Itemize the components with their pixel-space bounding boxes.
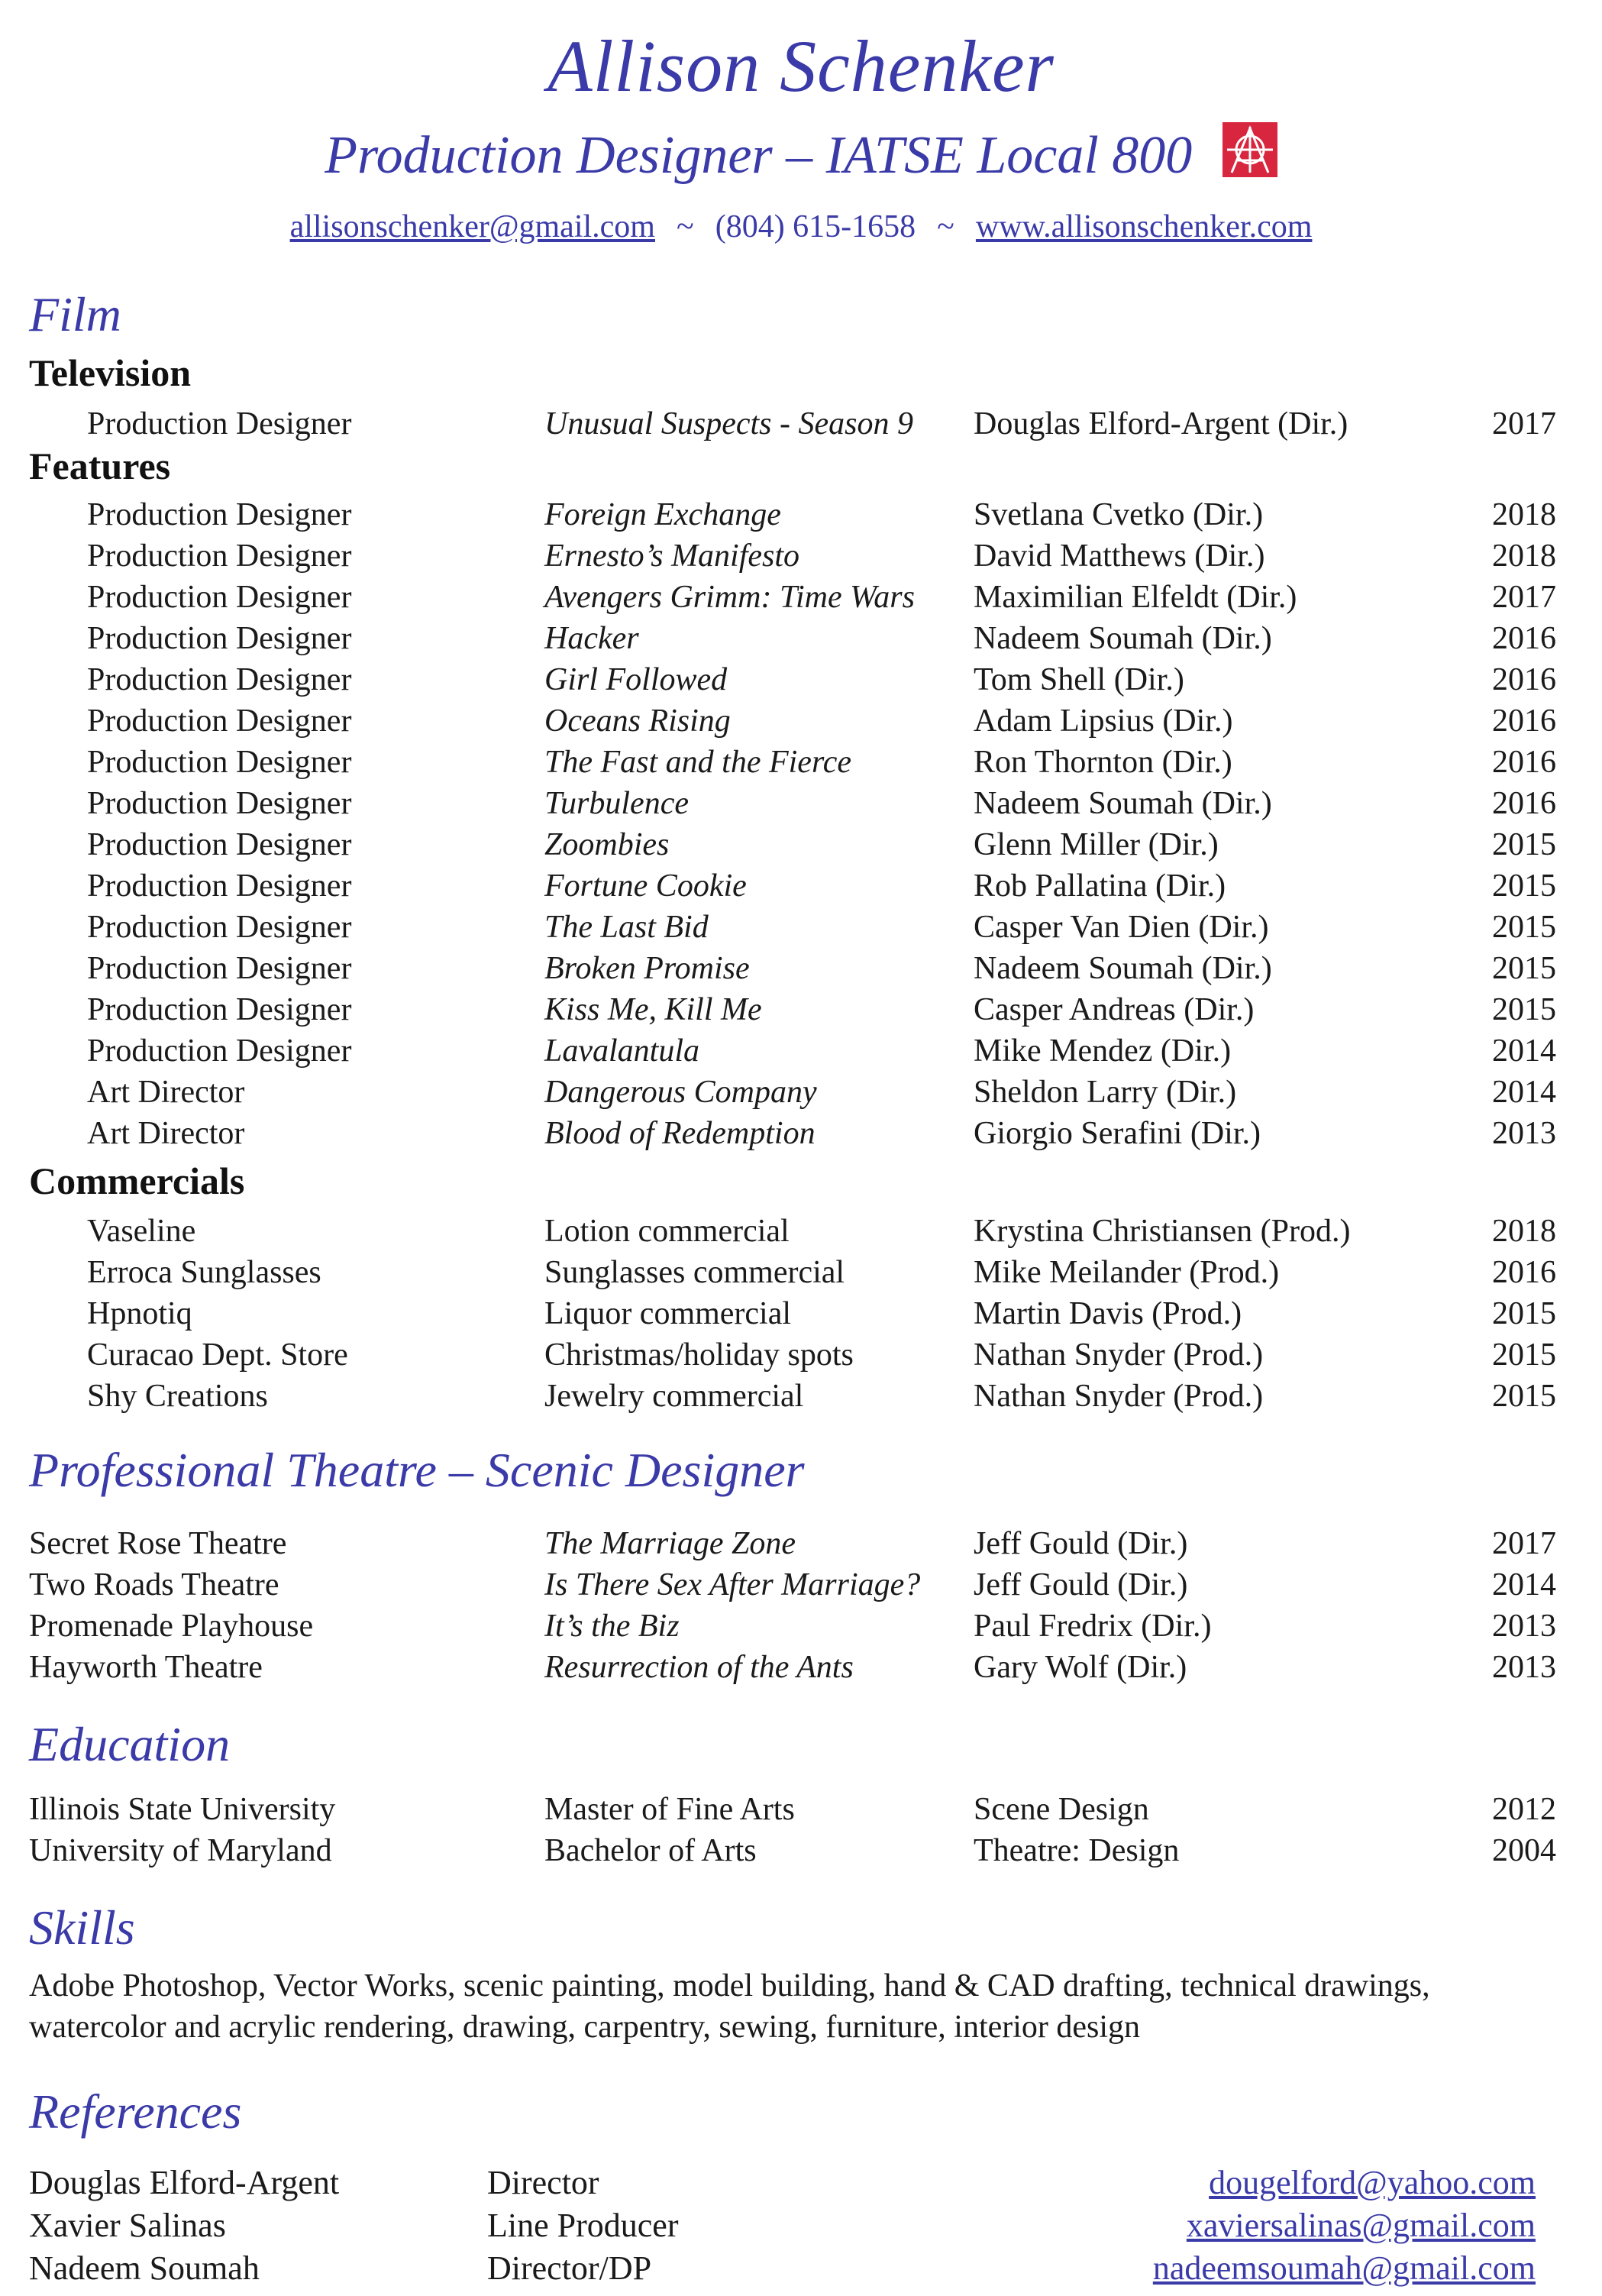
reference-role: Line Producer xyxy=(487,2207,679,2244)
credit-role: Production Designer xyxy=(87,538,352,574)
logo-icon xyxy=(1222,122,1277,177)
table-row xyxy=(0,907,1602,948)
table-row xyxy=(0,865,1602,907)
credit-role: Production Designer xyxy=(87,868,352,904)
table-row xyxy=(0,1113,1602,1154)
credit-role: Production Designer xyxy=(87,745,352,780)
credit-title: Zoombies xyxy=(544,827,670,862)
credit-person: Svetlana Cvetko (Dir.) xyxy=(974,497,1264,532)
separator: ~ xyxy=(676,209,694,244)
credit-person: Nathan Snyder (Prod.) xyxy=(974,1337,1264,1373)
contact-line xyxy=(0,208,1602,246)
section-heading-theatre: Professional Theatre – Scenic Designer xyxy=(29,1443,805,1497)
credit-year: 2016 xyxy=(1492,786,1556,821)
reference-row xyxy=(0,2204,1602,2247)
credit-title: Fortune Cookie xyxy=(544,868,747,904)
credit-year: 2015 xyxy=(1492,951,1556,986)
credit-client: Hpnotiq xyxy=(87,1296,192,1331)
credit-title: The Fast and the Fierce xyxy=(544,745,852,780)
phone-number: (804) 615-1658 xyxy=(715,209,916,244)
credit-client: Vaseline xyxy=(87,1214,196,1249)
table-row xyxy=(0,948,1602,989)
credit-title: Foreign Exchange xyxy=(544,497,781,532)
credit-role: Production Designer xyxy=(87,497,352,532)
credit-person: Nadeem Soumah (Dir.) xyxy=(974,951,1272,986)
credit-role: Production Designer xyxy=(87,1033,352,1069)
credit-person: David Matthews (Dir.) xyxy=(974,538,1265,574)
reference-name: Nadeem Soumah xyxy=(29,2249,260,2287)
credit-year: 2013 xyxy=(1492,1116,1556,1151)
credit-title: Unusual Suspects - Season 9 xyxy=(544,406,913,441)
credit-title: Girl Followed xyxy=(544,662,728,697)
education-degree: Bachelor of Arts xyxy=(544,1833,757,1868)
credit-year: 2016 xyxy=(1492,703,1556,739)
credit-year: 2016 xyxy=(1492,621,1556,656)
credit-role: Production Designer xyxy=(87,621,352,656)
website-link[interactable]: www.allisonschenker.com xyxy=(975,209,1313,244)
reference-row xyxy=(0,2162,1602,2204)
table-row xyxy=(0,1030,1602,1072)
theatre-year: 2013 xyxy=(1492,1609,1556,1644)
credit-title: Avengers Grimm: Time Wars xyxy=(544,580,915,615)
credit-title: Liquor commercial xyxy=(544,1296,792,1331)
theatre-person: Jeff Gould (Dir.) xyxy=(974,1526,1188,1561)
credit-role: Production Designer xyxy=(87,786,352,821)
credit-year: 2016 xyxy=(1492,662,1556,697)
reference-role: Director/DP xyxy=(487,2249,652,2287)
theatre-year: 2014 xyxy=(1492,1567,1556,1602)
reference-email-link[interactable]: xaviersalinas@gmail.com xyxy=(1186,2207,1536,2244)
table-row xyxy=(0,618,1602,659)
credit-year: 2015 xyxy=(1492,1296,1556,1331)
credit-title: Turbulence xyxy=(544,786,689,821)
table-row xyxy=(0,1789,1602,1830)
credit-person: Giorgio Serafini (Dir.) xyxy=(974,1116,1261,1151)
credit-role: Production Designer xyxy=(87,703,352,739)
table-row xyxy=(0,403,1602,445)
credit-person: Ron Thornton (Dir.) xyxy=(974,745,1232,780)
credit-client: Shy Creations xyxy=(87,1379,268,1414)
section-heading-references: References xyxy=(29,2084,242,2139)
education-school: Illinois State University xyxy=(29,1792,336,1827)
credit-title: Ernesto’s Manifesto xyxy=(544,538,800,574)
credit-year: 2015 xyxy=(1492,910,1556,945)
reference-email-link[interactable]: nadeemsoumah@gmail.com xyxy=(1152,2249,1536,2287)
table-row xyxy=(0,1211,1602,1252)
table-row xyxy=(0,659,1602,700)
credit-person: Mike Meilander (Prod.) xyxy=(974,1255,1280,1290)
education-field: Scene Design xyxy=(974,1792,1149,1827)
subsection-heading-commercials: Commercials xyxy=(29,1159,245,1202)
credit-person: Casper Van Dien (Dir.) xyxy=(974,910,1269,945)
theatre-venue: Secret Rose Theatre xyxy=(29,1526,287,1561)
resume-title xyxy=(0,122,1602,187)
credit-year: 2018 xyxy=(1492,497,1556,532)
credit-title: Lavalantula xyxy=(544,1033,700,1069)
credit-person: Mike Mendez (Dir.) xyxy=(974,1033,1232,1069)
table-row xyxy=(0,1523,1602,1564)
email-link[interactable]: allisonschenker@gmail.com xyxy=(289,209,655,244)
credit-year: 2015 xyxy=(1492,1337,1556,1373)
credit-person: Martin Davis (Prod.) xyxy=(974,1296,1242,1331)
credit-year: 2017 xyxy=(1492,580,1556,615)
credit-title: Broken Promise xyxy=(544,951,750,986)
education-school: University of Maryland xyxy=(29,1833,332,1868)
credit-title: Lotion commercial xyxy=(544,1214,790,1249)
credit-title: Dangerous Company xyxy=(544,1075,817,1110)
table-row xyxy=(0,989,1602,1030)
separator: ~ xyxy=(937,209,954,244)
table-row xyxy=(0,1293,1602,1334)
theatre-title: Resurrection of the Ants xyxy=(544,1650,854,1685)
credit-person: Nathan Snyder (Prod.) xyxy=(974,1379,1264,1414)
table-row xyxy=(0,577,1602,618)
reference-name: Douglas Elford-Argent xyxy=(29,2164,340,2201)
table-row xyxy=(0,783,1602,824)
theatre-person: Paul Fredrix (Dir.) xyxy=(974,1609,1212,1644)
credit-person: Tom Shell (Dir.) xyxy=(974,662,1184,697)
credit-role: Art Director xyxy=(87,1075,245,1110)
education-field: Theatre: Design xyxy=(974,1833,1180,1868)
credit-title: Christmas/holiday spots xyxy=(544,1337,854,1373)
table-row xyxy=(0,494,1602,535)
credit-role: Production Designer xyxy=(87,992,352,1027)
credit-title: Sunglasses commercial xyxy=(544,1255,845,1290)
table-row xyxy=(0,1647,1602,1688)
subsection-heading-features: Features xyxy=(29,445,171,487)
table-row xyxy=(0,1376,1602,1417)
credit-year: 2016 xyxy=(1492,1255,1556,1290)
education-degree: Master of Fine Arts xyxy=(544,1792,795,1827)
reference-name: Xavier Salinas xyxy=(29,2207,226,2244)
table-row xyxy=(0,742,1602,783)
credit-title: Blood of Redemption xyxy=(544,1116,816,1151)
credit-person: Nadeem Soumah (Dir.) xyxy=(974,621,1272,656)
credit-year: 2018 xyxy=(1492,538,1556,574)
credit-person: Glenn Miller (Dir.) xyxy=(974,827,1219,862)
credit-person: Sheldon Larry (Dir.) xyxy=(974,1075,1237,1110)
credit-role: Production Designer xyxy=(87,662,352,697)
theatre-year: 2017 xyxy=(1492,1526,1556,1561)
table-row xyxy=(0,1564,1602,1606)
table-row xyxy=(0,1252,1602,1293)
credit-client: Curacao Dept. Store xyxy=(87,1337,348,1373)
credit-role: Production Designer xyxy=(87,951,352,986)
credit-title: Kiss Me, Kill Me xyxy=(544,992,762,1027)
credit-title: Oceans Rising xyxy=(544,703,731,739)
credit-year: 2018 xyxy=(1492,1214,1556,1249)
skills-text: Adobe Photoshop, Vector Works, scenic painting, model building, hand & CAD drafting, technical drawings, watercolor and acrylic rendering, drawing, carpentry, sewing, furniture, interior design xyxy=(29,1968,1430,2045)
credit-person: Douglas Elford-Argent (Dir.) xyxy=(974,406,1348,441)
credit-year: 2015 xyxy=(1492,827,1556,862)
section-heading-skills: Skills xyxy=(29,1900,135,1955)
credit-title: The Last Bid xyxy=(544,910,709,945)
credit-role: Production Designer xyxy=(87,827,352,862)
theatre-year: 2013 xyxy=(1492,1650,1556,1685)
education-year: 2004 xyxy=(1492,1833,1556,1868)
table-row xyxy=(0,700,1602,742)
theatre-person: Jeff Gould (Dir.) xyxy=(974,1567,1188,1602)
credit-person: Adam Lipsius (Dir.) xyxy=(974,703,1233,739)
section-heading-film: Film xyxy=(29,287,121,341)
credit-person: Nadeem Soumah (Dir.) xyxy=(974,786,1272,821)
theatre-venue: Promenade Playhouse xyxy=(29,1609,314,1644)
credit-year: 2017 xyxy=(1492,406,1556,441)
credit-person: Krystina Christiansen (Prod.) xyxy=(974,1214,1351,1249)
credit-role: Art Director xyxy=(87,1116,245,1151)
subsection-heading-television: Television xyxy=(29,351,192,394)
credit-title: Hacker xyxy=(544,621,639,656)
table-row xyxy=(0,1606,1602,1647)
credit-person: Maximilian Elfeldt (Dir.) xyxy=(974,580,1297,615)
credit-year: 2015 xyxy=(1492,1379,1556,1414)
theatre-person: Gary Wolf (Dir.) xyxy=(974,1650,1187,1685)
credit-person: Casper Andreas (Dir.) xyxy=(974,992,1255,1027)
reference-email-link[interactable]: dougelford@yahoo.com xyxy=(1209,2164,1536,2201)
theatre-venue: Hayworth Theatre xyxy=(29,1650,263,1685)
credit-role: Production Designer xyxy=(87,910,352,945)
theatre-venue: Two Roads Theatre xyxy=(29,1567,279,1602)
table-row xyxy=(0,535,1602,577)
resume-name: Allison Schenker xyxy=(547,25,1055,107)
table-row xyxy=(0,824,1602,865)
credit-person: Rob Pallatina (Dir.) xyxy=(974,868,1226,904)
theatre-title: It’s the Biz xyxy=(544,1609,680,1644)
credit-role: Production Designer xyxy=(87,580,352,615)
education-year: 2012 xyxy=(1492,1792,1556,1827)
credit-year: 2016 xyxy=(1492,745,1556,780)
credit-year: 2015 xyxy=(1492,992,1556,1027)
credit-year: 2014 xyxy=(1492,1075,1556,1110)
table-row xyxy=(0,1072,1602,1113)
section-heading-education: Education xyxy=(29,1717,231,1771)
table-row xyxy=(0,1830,1602,1871)
reference-row xyxy=(0,2247,1602,2290)
theatre-title: The Marriage Zone xyxy=(544,1526,796,1561)
reference-role: Director xyxy=(487,2164,599,2201)
table-row xyxy=(0,1334,1602,1376)
credit-client: Erroca Sunglasses xyxy=(87,1255,321,1290)
job-title: Production Designer – IATSE Local 800 xyxy=(325,126,1193,185)
credit-year: 2015 xyxy=(1492,868,1556,904)
theatre-title: Is There Sex After Marriage? xyxy=(544,1567,921,1602)
credit-year: 2014 xyxy=(1492,1033,1556,1069)
credit-title: Jewelry commercial xyxy=(544,1379,804,1414)
credit-role: Production Designer xyxy=(87,406,352,441)
